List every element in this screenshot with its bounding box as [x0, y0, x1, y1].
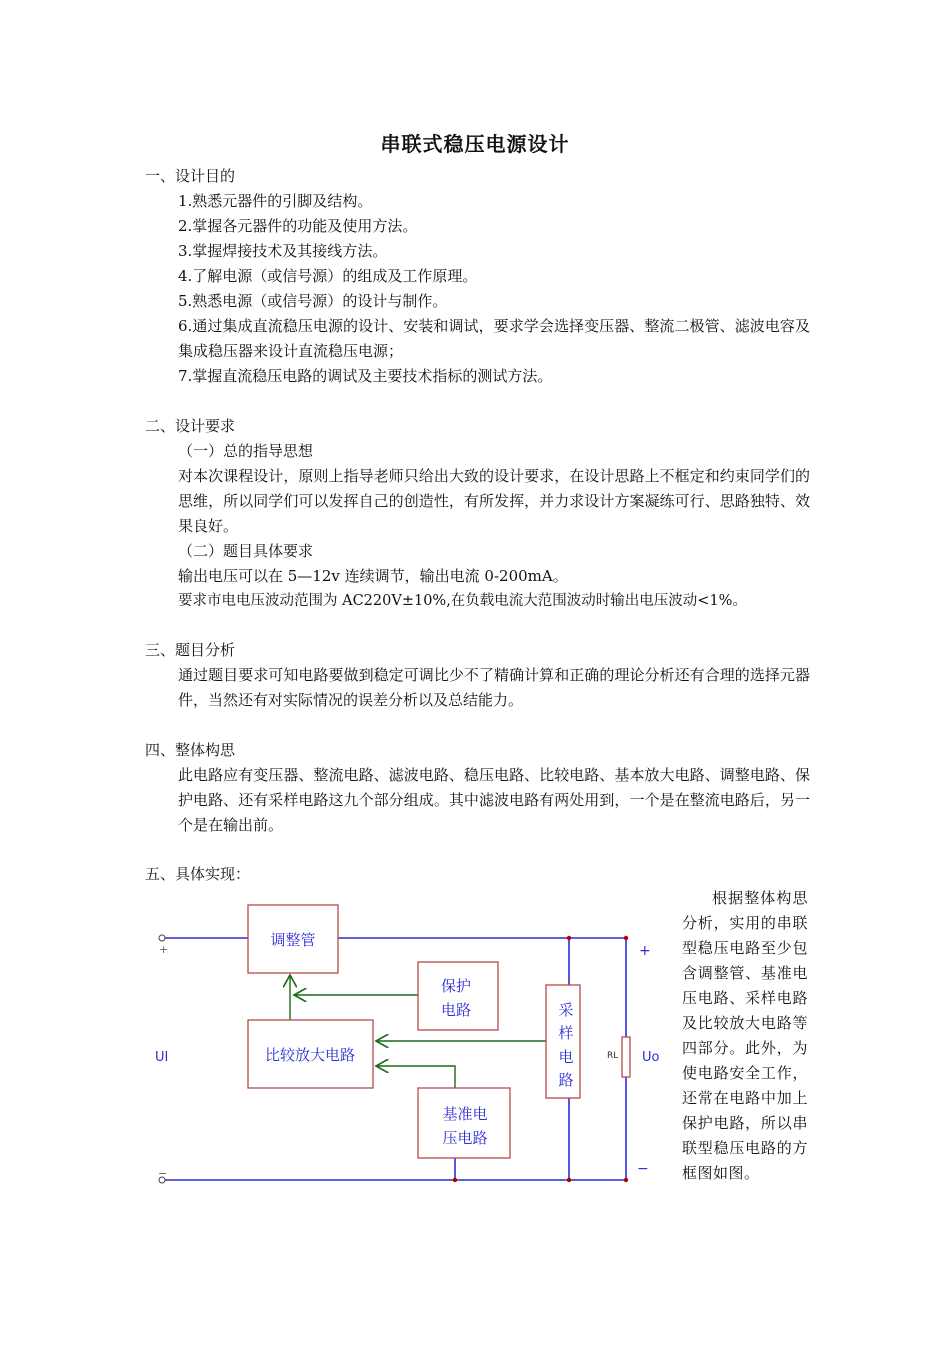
sample-label-char: 电 — [558, 1048, 574, 1066]
document-title: 串联式稳压电源设计 — [380, 132, 570, 156]
adjust-label: 调整管 — [270, 931, 316, 949]
list-item: 1.熟悉元器件的引脚及结构。 — [178, 192, 373, 210]
subheading: （二）题目具体要求 — [178, 542, 314, 560]
sample-label-char: 路 — [558, 1071, 574, 1089]
node-dot — [567, 936, 571, 940]
paragraph: 此电路应有变压器、整流电路、滤波电路、稳压电路、比较电路、基本放大电路、调整电路、保护电路、还有采样电路这九个部分组成。其中滤波电路有两处用到，一个是在整流电路后，另一个是在输出前。 — [178, 766, 810, 834]
list-item: 6.通过集成直流稳压电源的设计、安装和调试，要求学会选择变压器、整流二极管、滤波电容及集成稳压器来设计直流稳压电源； — [178, 317, 810, 360]
section-5-heading: 五、具体实现： — [145, 865, 251, 883]
output-minus-label: − — [637, 1161, 649, 1177]
subheading: （一）总的指导思想 — [178, 442, 314, 460]
arrow-ref-to-compare — [376, 1066, 455, 1088]
protect-label-line2: 电路 — [440, 1001, 472, 1019]
paragraph: 要求市电电压波动范围为 AC220V±10%,在负载电流大范围波动时输出电压波动<1%。 — [178, 593, 747, 609]
node-dot — [453, 1178, 457, 1182]
compare-label: 比较放大电路 — [264, 1046, 356, 1064]
output-plus-label: + — [639, 943, 651, 959]
ui-label: UI — [155, 1050, 169, 1065]
list-item: 5.熟悉电源（或信号源）的设计与制作。 — [178, 292, 448, 310]
protect-block — [418, 962, 498, 1030]
reference-label-line1: 基准电 — [442, 1105, 488, 1123]
reference-label-line2: 压电路 — [442, 1129, 488, 1147]
sample-label-char: 采 — [558, 1001, 574, 1019]
protect-label-line1: 保护 — [440, 977, 472, 995]
load-resistor — [622, 1037, 630, 1077]
section-2-heading: 二、设计要求 — [145, 417, 236, 435]
section-1-heading: 一、设计目的 — [145, 167, 236, 185]
reference-block — [418, 1088, 510, 1158]
node-dot — [567, 1178, 571, 1182]
section-3-heading: 三、题目分析 — [145, 641, 236, 659]
paragraph: 对本次课程设计，原则上指导老师只给出大致的设计要求，在设计思路上不框定和约束同学们的思维，所以同学们可以发挥自己的创造性，有所发挥，并力求设计方案凝练可行、思路独特、效果良好。 — [178, 467, 810, 535]
rl-label: RL — [607, 1051, 619, 1061]
section-4-heading: 四、整体构思 — [145, 741, 236, 759]
list-item: 7.掌握直流稳压电路的调试及主要技术指标的测试方法。 — [178, 367, 553, 385]
input-plus-label: + — [159, 943, 169, 956]
paragraph: 输出电压可以在 5—12v 连续调节，输出电流 0-200mA。 — [178, 567, 568, 585]
input-minus-label: − — [158, 1167, 168, 1180]
paragraph: 通过题目要求可知电路要做到稳定可调比少不了精确计算和正确的理论分析还有合理的选择元器件，当然还有对实际情况的误差分析以及总结能力。 — [178, 666, 810, 709]
list-item: 2.掌握各元器件的功能及使用方法。 — [178, 217, 418, 235]
list-item: 3.掌握焊接技术及其接线方法。 — [178, 242, 388, 260]
uo-label: Uo — [642, 1050, 660, 1065]
list-item: 4.了解电源（或信号源）的组成及工作原理。 — [178, 267, 478, 285]
node-dot — [624, 936, 628, 940]
section-5-description: 根据整体构思分析，实用的串联型稳压电路至少包含调整管、基准电压电路、采样电路及比较放大电路等四部分。此外，为使电路安全工作，还常在电路中加上保护电路，所以串联型稳压电路的方框图如图。 — [682, 889, 808, 1182]
terminal-input-plus — [159, 935, 165, 941]
sample-label-char: 样 — [558, 1024, 574, 1042]
node-dot — [624, 1178, 628, 1182]
